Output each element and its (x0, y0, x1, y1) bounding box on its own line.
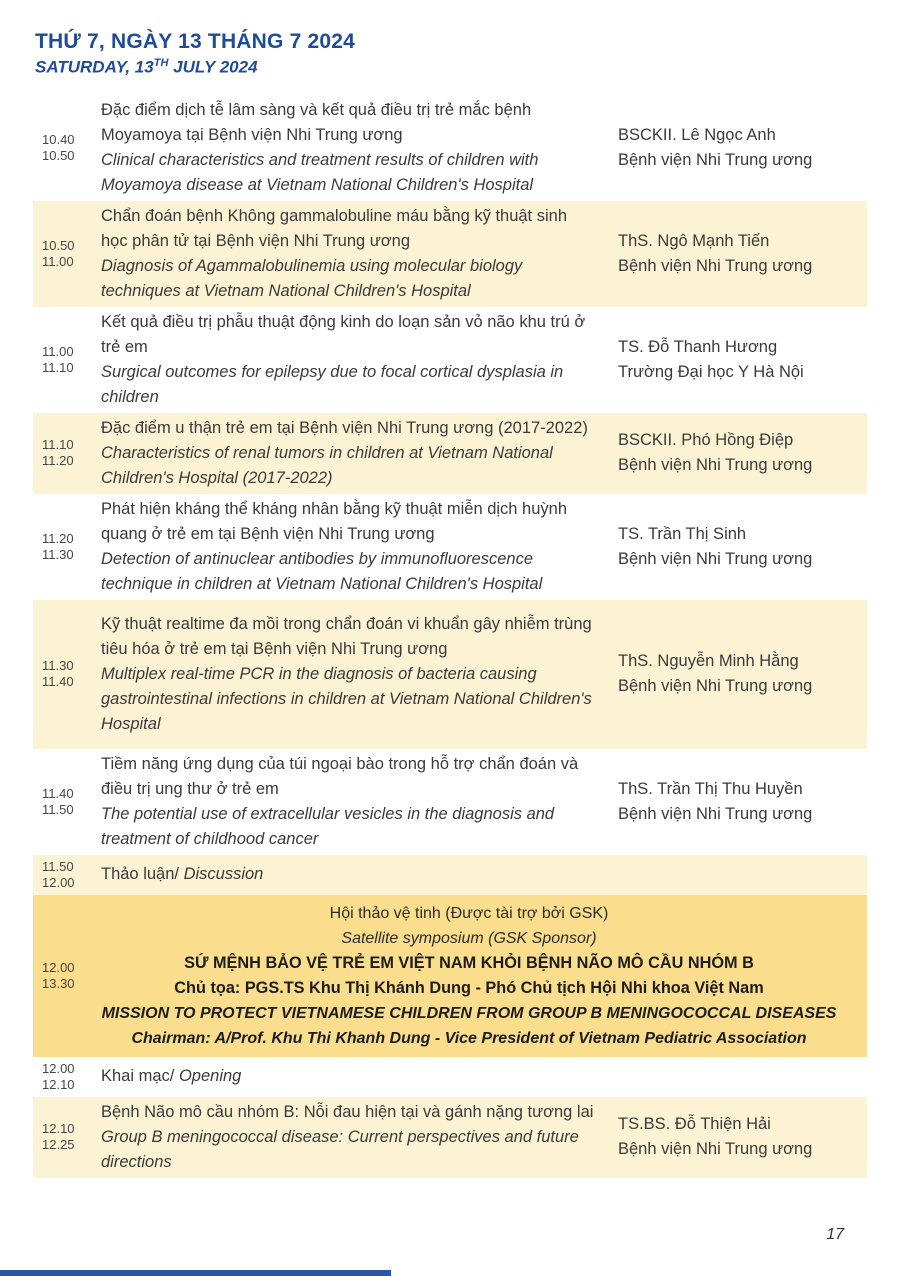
footer-accent-bar (0, 1270, 391, 1276)
session-speaker (618, 335, 867, 385)
time-end: 12.10 (42, 1076, 75, 1092)
session-speaker (618, 123, 867, 173)
session-title-en: Surgical outcomes for epilepsy due to focal cortical dysplasia in children (101, 362, 564, 406)
time-start: 12.10 (42, 1121, 75, 1137)
session-time (33, 786, 101, 818)
session-title-vi: Kỹ thuật realtime đa mồi trong chẩn đoán vi khuẩn gây nhiễm trùng tiêu hóa ở trẻ em tại Bệnh viện Nhi Trung ương (101, 614, 592, 658)
session-title-vi: Tiềm năng ứng dụng của túi ngoại bào trong hỗ trợ chẩn đoán và điều trị ung thư ở trẻ em (101, 754, 579, 798)
speaker-name: TS. Trần Thị Sinh (618, 524, 747, 543)
symposium-chair-vi: Chủ tọa: PGS.TS Khu Thị Khánh Dung - Phó Chủ tịch Hội Nhi khoa Việt Nam (174, 978, 764, 997)
session-title-vi: Bệnh Não mô cầu nhóm B: Nỗi đau hiện tại và gánh nặng tương lai (101, 1102, 594, 1121)
session-title-en: Detection of antinuclear antibodies by immunofluorescence technique in children at Vietnam National Children's Hospital (101, 549, 543, 593)
time-start: 12.00 (42, 1060, 75, 1076)
time-start: 10.40 (42, 131, 75, 147)
time-start: 11.20 (42, 530, 74, 546)
session-time (33, 1061, 101, 1093)
opening-label-vi: Khai mạc/ (101, 1067, 175, 1086)
session-time (33, 531, 101, 563)
time-start: 12.00 (42, 959, 75, 975)
session-speaker (618, 428, 867, 478)
session-content (101, 752, 618, 852)
time-start: 11.10 (42, 437, 74, 453)
time-start: 11.00 (42, 343, 74, 359)
time-end: 10.50 (42, 147, 75, 163)
session-title-en: Clinical characteristics and treatment results of children with Moyamoya disease at Vietnam National Children's Hospital (101, 150, 539, 194)
speaker-name: BSCKII. Lê Ngọc Anh (618, 125, 776, 144)
day-title-en (35, 57, 865, 78)
speaker-affiliation: Bệnh viện Nhi Trung ương (618, 150, 813, 169)
discussion-row (33, 855, 867, 895)
symposium-mission-en: MISSION TO PROTECT VIETNAMESE CHILDREN FROM GROUP B MENINGOCOCCAL DISEASES (101, 1004, 837, 1022)
session-row (33, 95, 867, 201)
time-end: 11.10 (42, 359, 74, 375)
session-title-vi: Kết quả điều trị phẫu thuật động kinh do loạn sản vỏ não khu trú ở trẻ em (101, 312, 586, 356)
day-title-en-pre: SATURDAY, 13 (35, 57, 154, 77)
speaker-name: TS.BS. Đỗ Thiện Hải (618, 1115, 771, 1134)
session-content (101, 416, 618, 491)
time-end: 11.20 (42, 453, 74, 469)
session-content (101, 612, 618, 737)
opening-label (101, 1064, 618, 1089)
session-time (33, 344, 101, 376)
session-time (33, 658, 101, 690)
session-content (101, 1100, 618, 1175)
time-end: 11.30 (42, 546, 74, 562)
time-end: 11.50 (42, 801, 74, 817)
day-header (35, 30, 865, 78)
session-row (33, 201, 867, 307)
speaker-name: BSCKII. Phó Hồng Điệp (618, 431, 794, 450)
schedule (33, 95, 867, 1178)
speaker-name: ThS. Trần Thị Thu Huyền (618, 779, 803, 798)
session-title-vi: Đặc điểm dịch tễ lâm sàng và kết quả điều trị trẻ mắc bệnh Moyamoya tại Bệnh viện Nhi Trung ương (101, 100, 532, 144)
opening-label-en: Opening (174, 1067, 242, 1086)
session-row (33, 1097, 867, 1178)
session-title-vi: Đặc điểm u thận trẻ em tại Bệnh viện Nhi Trung ương (2017-2022) (101, 418, 588, 437)
session-row (33, 749, 867, 855)
speaker-affiliation: Trường Đại học Y Hà Nội (618, 362, 804, 381)
session-title-en: The potential use of extracellular vesicles in the diagnosis and treatment of childhood cancer (101, 804, 555, 848)
session-speaker (618, 777, 867, 827)
time-start: 11.40 (42, 785, 74, 801)
session-content (101, 310, 618, 410)
symposium-title-vi: Hội thảo vệ tinh (Được tài trợ bởi GSK) (329, 904, 609, 922)
session-row (33, 307, 867, 413)
time-end: 13.30 (42, 975, 75, 991)
discussion-label-vi: Thảo luận/ (101, 865, 179, 884)
day-title-en-post: JULY 2024 (168, 57, 258, 77)
session-speaker (618, 649, 867, 699)
discussion-label-en: Discussion (178, 865, 264, 884)
speaker-name: ThS. Nguyễn Minh Hằng (618, 652, 799, 671)
time-start: 11.50 (42, 858, 74, 874)
time-start: 11.30 (42, 658, 74, 674)
session-speaker (618, 522, 867, 572)
session-row (33, 413, 867, 494)
symposium-mission-vi: SỨ MỆNH BẢO VỆ TRẺ EM VIỆT NAM KHỎI BỆNH NÃO MÔ CẦU NHÓM B (184, 953, 754, 972)
session-content (101, 98, 618, 198)
session-time (33, 132, 101, 164)
opening-row (33, 1057, 867, 1097)
time-end: 11.00 (42, 253, 74, 269)
session-row (33, 600, 867, 749)
symposium-title-en: Satellite symposium (GSK Sponsor) (341, 929, 597, 947)
day-title-vi: THỨ 7, NGÀY 13 THÁNG 7 2024 (35, 30, 356, 53)
session-time (33, 859, 101, 891)
session-content (101, 497, 618, 597)
speaker-name: TS. Đỗ Thanh Hương (618, 337, 778, 356)
session-title-vi: Phát hiện kháng thể kháng nhân bằng kỹ thuật miễn dịch huỳnh quang ở trẻ em tại Bệnh viện Nhi Trung ương (101, 499, 568, 543)
symposium-content (101, 901, 867, 1051)
session-content (101, 204, 618, 304)
discussion-label (101, 862, 618, 887)
speaker-affiliation: Bệnh viện Nhi Trung ương (618, 549, 813, 568)
session-speaker (618, 229, 867, 279)
symposium-chair-en: Chairman: A/Prof. Khu Thi Khanh Dung - Vice President of Vietnam Pediatric Association (131, 1029, 807, 1047)
satellite-symposium-block (33, 895, 867, 1057)
session-speaker (618, 1112, 867, 1162)
session-title-en: Diagnosis of Agammalobulinemia using molecular biology techniques at Vietnam National Children's Hospital (101, 256, 523, 300)
session-title-en: Group B meningococcal disease: Current perspectives and future directions (101, 1127, 579, 1171)
time-end: 11.40 (42, 674, 74, 690)
page-number: 17 (826, 1226, 844, 1243)
session-title-en: Characteristics of renal tumors in children at Vietnam National Children's Hospital (2017-2022) (101, 443, 553, 487)
speaker-affiliation: Bệnh viện Nhi Trung ương (618, 256, 813, 275)
speaker-affiliation: Bệnh viện Nhi Trung ương (618, 677, 813, 696)
time-end: 12.00 (42, 874, 75, 890)
session-title-en: Multiplex real-time PCR in the diagnosis of bacteria causing gastrointestinal infections in children at Vietnam National Children's Hospital (101, 664, 592, 733)
speaker-affiliation: Bệnh viện Nhi Trung ương (618, 804, 813, 823)
session-time (33, 238, 101, 270)
time-start: 10.50 (42, 237, 75, 253)
day-title-en-sup: TH (153, 57, 169, 69)
speaker-affiliation: Bệnh viện Nhi Trung ương (618, 1140, 813, 1159)
session-time (33, 1121, 101, 1153)
session-row (33, 494, 867, 600)
speaker-affiliation: Bệnh viện Nhi Trung ương (618, 456, 813, 475)
speaker-name: ThS. Ngô Mạnh Tiến (618, 231, 770, 250)
time-end: 12.25 (42, 1137, 75, 1153)
session-title-vi: Chẩn đoán bệnh Không gammalobuline máu bằng kỹ thuật sinh học phân tử tại Bệnh viện Nhi Trung ương (101, 206, 567, 250)
session-time (33, 960, 101, 992)
session-time (33, 437, 101, 469)
